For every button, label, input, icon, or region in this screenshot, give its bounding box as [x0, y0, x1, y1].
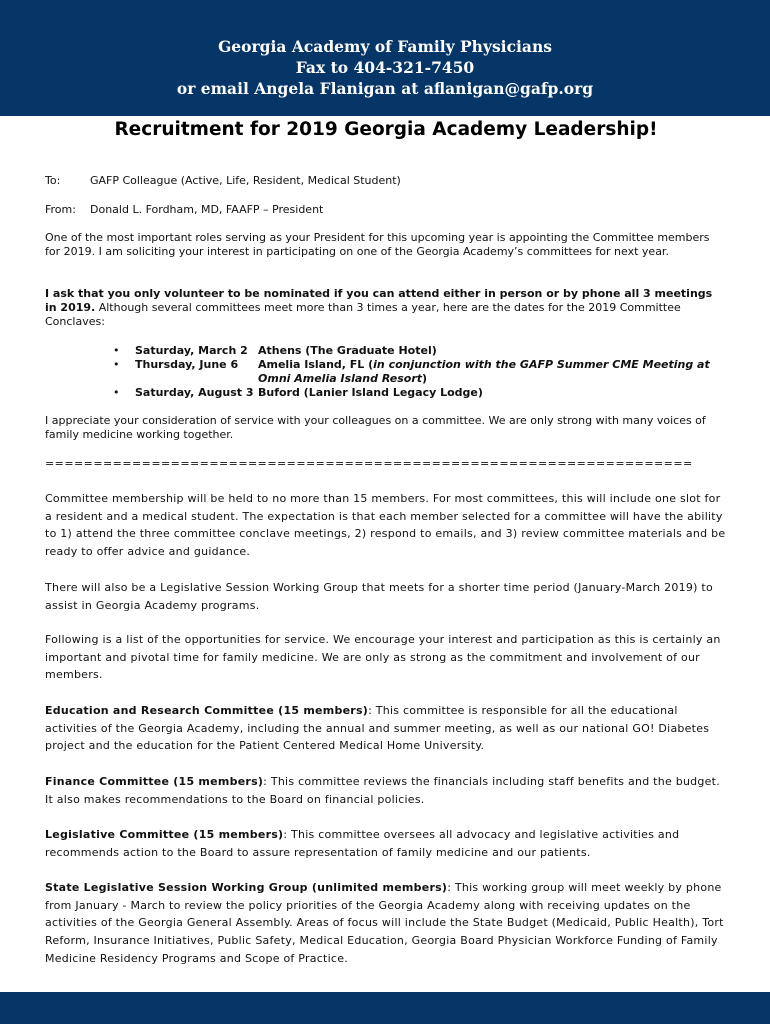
committee-name: State Legislative Session Working Group (unlimited members): [45, 881, 448, 894]
to-label: To:: [45, 174, 61, 187]
ask-paragraph: [45, 287, 727, 329]
conclave-location: Amelia Island, FL (in conjunction with the GAFP Summer CME Meeting at Omni Amelia Island Resort): [258, 358, 710, 385]
legislative-group-paragraph: There will also be a Legislative Session Working Group that meets for a shorter time period (January-March 2019) to assist in Georgia Academy programs.: [45, 581, 713, 612]
following-paragraph: Following is a list of the opportunities for service. We encourage your interest and participation as this is certainly an important and pivotal time for family medicine. We are only as strong as the commitment and involvement of our members.: [45, 633, 721, 682]
header-banner: [0, 0, 770, 116]
from-label: From:: [45, 203, 76, 216]
committee-education: [45, 702, 727, 755]
to-value: GAFP Colleague (Active, Life, Resident, Medical Student): [90, 174, 401, 187]
committee-desc: : This working group will meet weekly by phone from January - March to review the policy priorities of the Georgia Academy along with receiving updates on the activities of the Georgia General Assembly. Areas of focus will include the State Budget (Medicaid, Public Health), Tort Reform, Insurance Initiatives, Public Safety, Medical Education, Georgia Board Physician Workforce Funding of Family Medicine Residency Programs and Scope of Practice.: [45, 881, 724, 965]
memo-from: [45, 203, 727, 217]
committee-working-group: [45, 879, 727, 968]
membership-paragraph: Committee membership will be held to no more than 15 members. For most committees, this will include one slot for a resident and a medical student. The expectation is that each member selected for a committee will have the ability to 1) attend the three committee conclave meetings, 2) respond to emails, and 3) review committee materials and be ready to offer advice and guidance.: [45, 492, 726, 559]
ask-bold: I ask that you only volunteer to be nominated if you can attend either in person or by phone all 3 meetings in 2019.: [45, 287, 713, 314]
page-title: Recruitment for 2019 Georgia Academy Leadership!: [114, 119, 658, 140]
committee-finance: [45, 773, 727, 808]
footer-bar: [0, 992, 770, 1024]
from-value: Donald L. Fordham, MD, FAAFP – President: [90, 203, 324, 216]
bullet-icon: •: [113, 344, 120, 357]
fax-line: Fax to 404-321-7450: [295, 58, 475, 77]
conclave-location: Athens (The Graduate Hotel): [258, 344, 437, 357]
committee-desc: : This committee oversees all advocacy and legislative activities and recommends action to the Board to assure representation of family medicine and our patients.: [45, 828, 680, 859]
committee-name: Legislative Committee (15 members): [45, 828, 284, 841]
ask-rest: Although several committees meet more than 3 times a year, here are the dates for the 2019 Committee Conclaves:: [45, 301, 681, 328]
committee-name: Education and Research Committee (15 members): [45, 704, 369, 717]
bullet-icon: •: [113, 386, 120, 399]
conclave-date: Saturday, March 2: [135, 344, 248, 357]
committee-desc: : This committee reviews the financials including staff benefits and the budget. It also makes recommendations to the Board on financial policies.: [45, 775, 720, 806]
intro-paragraph: One of the most important roles serving as your President for this upcoming year is appointing the Committee members for 2019. I am soliciting your interest in participating on one of the Georgia Academy’s committees for next year.: [45, 231, 710, 258]
bullet-icon: •: [113, 358, 120, 371]
org-name: Georgia Academy of Family Physicians: [218, 37, 552, 56]
email-line: or email Angela Flanigan at aflanigan@gafp.org: [176, 79, 594, 98]
committee-desc: : This committee is responsible for all the educational activities of the Georgia Academy, including the annual and summer meeting, as well as our national GO! Diabetes project and the education for the Patient Centered Medical Home University.: [45, 704, 710, 753]
conclave-date: Thursday, June 6: [135, 358, 239, 371]
appreciate-paragraph: I appreciate your consideration of service with your colleagues on a committee. We are only strong with many voices of family medicine working together.: [45, 414, 706, 441]
conclave-date: Saturday, August 3: [135, 386, 254, 399]
conclave-location: Buford (Lanier Island Legacy Lodge): [258, 386, 483, 399]
separator-line: ===================================================================: [45, 457, 693, 470]
committee-legislative: [45, 826, 727, 861]
memo-to: [45, 174, 727, 188]
committee-name: Finance Committee (15 members): [45, 775, 264, 788]
